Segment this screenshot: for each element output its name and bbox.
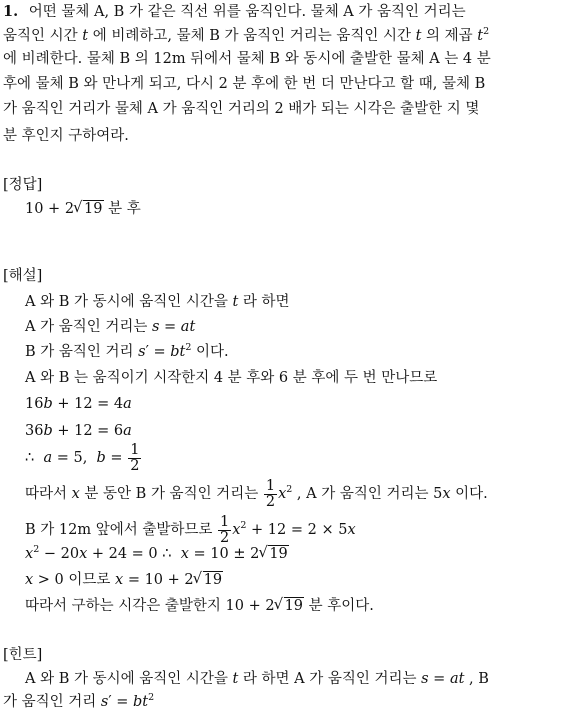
solution-line-7: ∴ a = 5, b = $\frac{1}{2}$ bbox=[25, 441, 140, 474]
hint-heading: [힌트] bbox=[3, 647, 43, 663]
problem-line-4: 후에 물체 B 와 만나게 되고, 다시 2 분 후에 한 번 더 만난다고 할 때, 물체 B bbox=[3, 76, 486, 92]
solution-line-2: A 가 움직인 거리는 s = at bbox=[25, 319, 196, 335]
solution-line-9: B 가 12m 앞에서 출발하므로 $\frac{1}{2}$ $x^2 + 12 = 2 \times 5x$ bbox=[25, 513, 356, 546]
solution-line-10: $x^2 - 20x + 24 = 0$ ∴ x = 10 ± 2√ 19 bbox=[25, 544, 289, 564]
solution-line-8: 따라서 x 분 동안 B 가 움직인 거리는 $\frac{1}{2}$ $x^2$ , A 가 움직인 거리는 5x 이다. bbox=[25, 477, 488, 510]
hint-line-1: A 와 B 가 동시에 움직인 시간을 t 라 하면 A 가 움직인 거리는 s = at , B bbox=[25, 671, 489, 687]
solution-line-6: 36b + 12 = 6a bbox=[25, 423, 132, 439]
problem-number: 1. bbox=[3, 3, 19, 20]
solution-heading: [해설] bbox=[3, 268, 43, 284]
solution-line-5: 16b + 12 = 4a bbox=[25, 396, 132, 412]
solution-line-4: A 와 B 는 움직이기 시작한지 4 분 후와 6 분 후에 두 번 만나므로 bbox=[25, 370, 438, 386]
problem-line-3: 에 비례한다. 물체 B 의 12m 뒤에서 물체 B 와 동시에 출발한 물체 A 는 4 분 bbox=[3, 51, 491, 67]
solution-line-3: B 가 움직인 거리 $s' = bt^2$ 이다. bbox=[25, 342, 229, 360]
solution-line-12: 따라서 구하는 시각은 출발한지 10 + 2√ 19 분 후이다. bbox=[25, 596, 374, 616]
problem-line-1: 1. 어떤 물체 A, B 가 같은 직선 위를 움직인다. 물체 A 가 움직인 거리는 bbox=[3, 3, 466, 20]
problem-line-5: 가 움직인 거리가 물체 A 가 움직인 거리의 2 배가 되는 시각은 출발한 지 몇 bbox=[3, 101, 480, 117]
problem-line-2: 움직인 시간 t 에 비례하고, 물체 B 가 움직인 거리는 움직인 시간 t 의 제곱 $t^2$ bbox=[3, 26, 490, 44]
hint-line-2: 가 움직인 거리 $s' = bt^2$ bbox=[3, 692, 155, 710]
answer-heading: [정답] bbox=[3, 177, 43, 193]
problem-line-6: 분 후인지 구하여라. bbox=[3, 128, 129, 144]
answer-value: 10 + 2√ 19 분 후 bbox=[25, 199, 141, 219]
solution-line-1: A 와 B 가 동시에 움직인 시간을 t 라 하면 bbox=[25, 294, 290, 310]
solution-line-11: x > 0 이므로 x = 10 + 2√ 19 bbox=[25, 570, 223, 590]
